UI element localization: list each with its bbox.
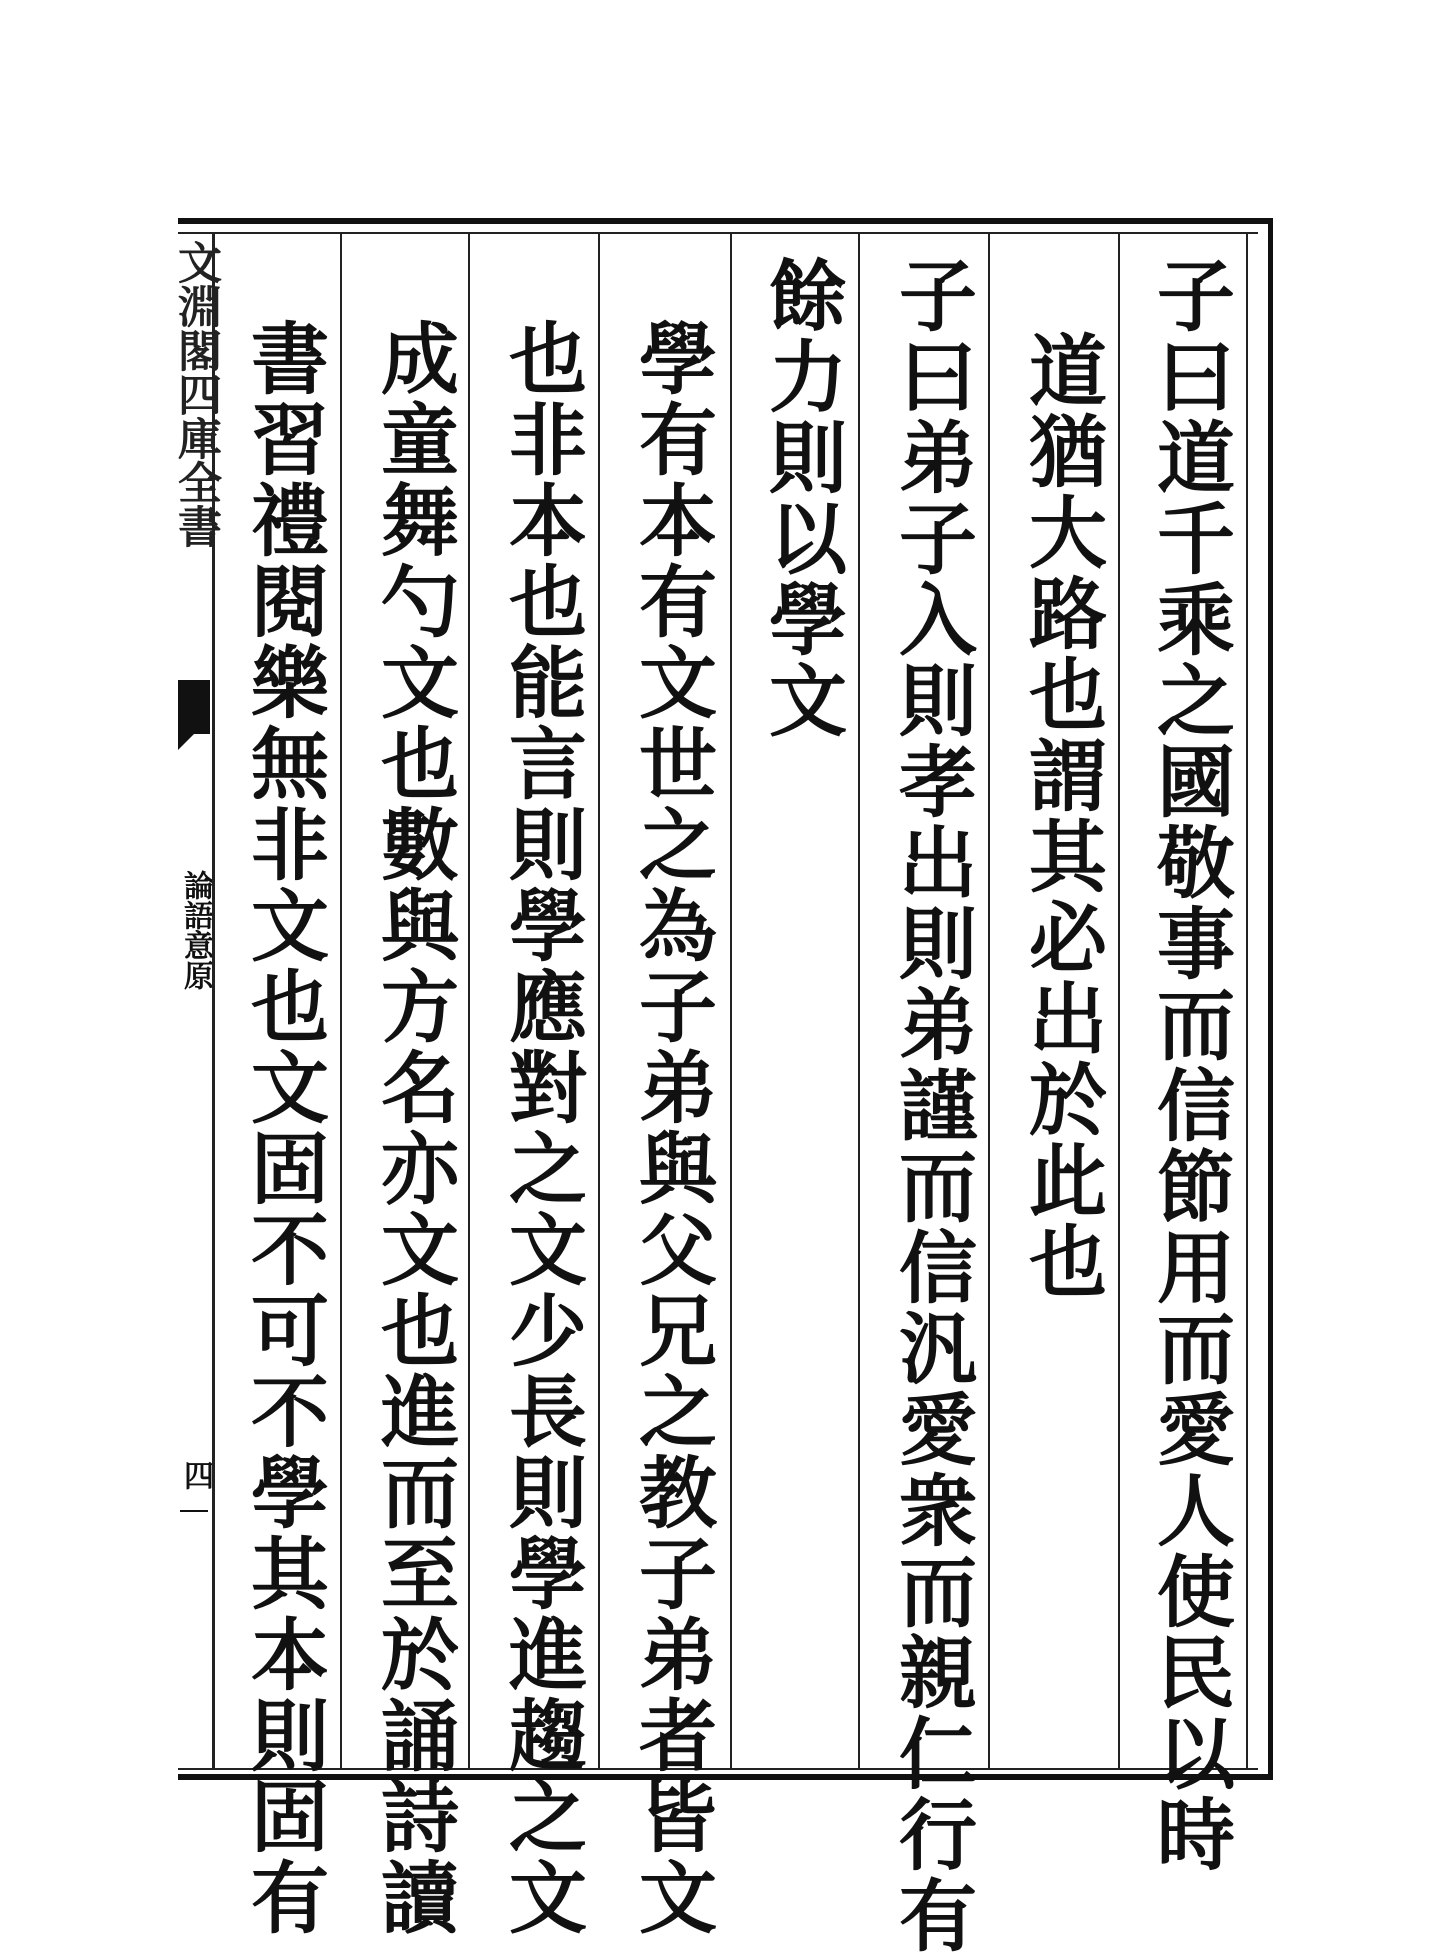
column-rule: [1118, 234, 1120, 1769]
column-rule: [1246, 234, 1248, 1769]
column-rule: [988, 234, 990, 1769]
spine-tick-mark: [180, 1510, 208, 1512]
commentary-column: 成童舞勺文也數與方名亦文也進而至於誦詩讀: [368, 318, 459, 1938]
column-rule: [730, 234, 732, 1769]
text-column: 子曰道千乘之國敬事而信節用而愛人使民以時: [1144, 255, 1235, 1875]
commentary-column: 書習禮閱樂無非文也文固不可不學其本則固有: [238, 318, 329, 1938]
spine-book-title: 論語意原: [178, 870, 213, 990]
text-column: 餘力則以學文: [756, 255, 847, 741]
column-rule: [858, 234, 860, 1769]
column-rule: [468, 234, 470, 1769]
gutter-rule: [212, 234, 215, 1769]
spine-top-text: 文淵閣四庫全書: [170, 240, 221, 548]
column-rule: [598, 234, 600, 1769]
text-column: 子曰弟子入則孝出則弟謹而信汎愛衆而親仁行有: [886, 255, 977, 1956]
spine-page-number: 四: [178, 1460, 213, 1490]
commentary-column: 學有本有文世之為子弟與父兄之教子弟者皆文: [626, 318, 717, 1938]
fish-tail-mark: [178, 680, 210, 734]
commentary-column: 道猶大路也謂其必出於此也: [1016, 330, 1107, 1302]
column-rule: [340, 234, 342, 1769]
commentary-column: 也非本也能言則學應對之文少長則學進趨之文: [496, 318, 587, 1938]
